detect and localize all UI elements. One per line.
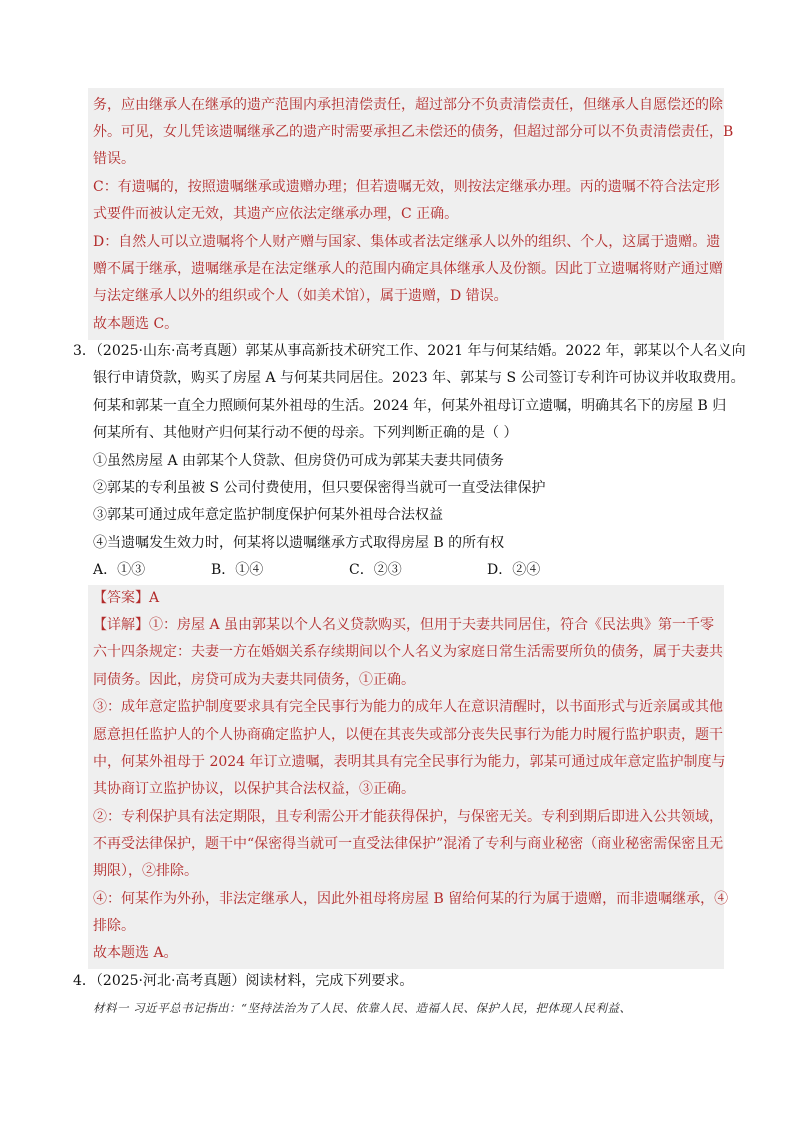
detail-text-line: 愿意担任监护人的个人协商确定监护人，以便在其丧失或部分丧失民事行为能力时履行监护职责，题干 bbox=[93, 727, 723, 743]
option-a: A．①③ bbox=[93, 562, 146, 578]
question-3-stem-line: 何某和郭某一直全力照顾何某外祖母的生活。2024 年，何某外祖母订立遗嘱，明确其名下的房屋 B 归 bbox=[93, 398, 727, 414]
detail-conclusion: 故本题选 A。 bbox=[93, 945, 178, 961]
analysis-text-line: 外。可见，女儿凭该遗嘱继承乙的遗产时需要承担乙未偿还的债务，但超过部分可以不负责清偿责任，B bbox=[93, 124, 734, 140]
analysis-text-line: 与法定继承人以外的组织或个人（如美术馆），属于遗赠，D 错误。 bbox=[93, 288, 508, 304]
detail-text-line: 【详解】①：房屋 A 虽由郭某以个人名义贷款购买，但用于夫妻共同居住，符合《民法典》第一千零 bbox=[93, 617, 715, 633]
statement-2: ②郭某的专利虽被 S 公司付费使用，但只要保密得当就可一直受法律保护 bbox=[93, 480, 546, 496]
analysis-text-line: 错误。 bbox=[93, 151, 135, 167]
analysis-text-line: D：自然人可以立遗嘱将个人财产赠与国家、集体或者法定继承人以外的组织、个人，这属于遗赠。遗 bbox=[93, 234, 721, 250]
analysis-text-line: 赠不属于继承，遗嘱继承是在法定继承人的范围内确定具体继承人及份额。因此丁立遗嘱将财产通过赠 bbox=[93, 261, 723, 277]
question-3-stem-line: 何某所有、其他财产归何某行动不便的母亲。下列判断正确的是（ ） bbox=[93, 425, 518, 441]
question-3-stem-line: 银行申请贷款，购买了房屋 A 与何某共同居住。2023 年、郭某与 S 公司签订专利许可协议并收取费用。 bbox=[93, 370, 745, 386]
detail-text-line: 期限），②排除。 bbox=[93, 863, 198, 879]
detail-text-line: ③：成年意定监护制度要求具有完全民事行为能力的成年人在意识清醒时，以书面形式与近亲属或其他 bbox=[93, 699, 723, 715]
detail-text-line: 同债务。因此，房贷可成为夫妻共同债务，①正确。 bbox=[93, 672, 415, 688]
question-4-material: 材料一 习近平总书记指出：“坚持法治为了人民、依靠人民、造福人民、保护人民，把体现人民利益、 bbox=[93, 1001, 632, 1015]
analysis-conclusion: 故本题选 C。 bbox=[93, 316, 179, 332]
detail-text-line: 排除。 bbox=[93, 918, 135, 934]
analysis-text-line: C：有遗嘱的，按照遗嘱继承或遗赠办理；但若遗嘱无效，则按法定继承办理。丙的遗嘱不符合法定形 bbox=[93, 179, 720, 195]
detail-text-line: 其协商订立监护协议，以保护其合法权益，③正确。 bbox=[93, 781, 415, 797]
question-3-stem-line: 3．（2025·山东·高考真题）郭某从事高新技术研究工作、2021 年与何某结婚。2022 年，郭某以个人名义向 bbox=[73, 343, 746, 359]
answer-label: 【答案】A bbox=[93, 590, 160, 606]
statement-4: ④当遗嘱发生效力时，何某将以遗嘱继承方式取得房屋 B 的所有权 bbox=[93, 535, 505, 551]
statement-1: ①虽然房屋 A 由郭某个人贷款、但房贷仍可成为郭某夫妻共同债务 bbox=[93, 453, 505, 469]
statement-3: ③郭某可通过成年意定监护制度保护何某外祖母合法权益 bbox=[93, 507, 443, 523]
analysis-text-line: 式要件而被认定无效，其遗产应依法定继承办理，C 正确。 bbox=[93, 206, 459, 222]
option-d: D．②④ bbox=[487, 562, 541, 578]
detail-text-line: 中，何某外祖母于 2024 年订立遗嘱，表明其具有完全民事行为能力，郭某可通过成年意定监护制度与 bbox=[93, 754, 726, 770]
detail-text-line: 不再受法律保护，题干中“保密得当就可一直受法律保护”混淆了专利与商业秘密（商业秘密需保密且无 bbox=[93, 836, 724, 852]
option-c: C．②③ bbox=[349, 562, 402, 578]
option-b: B．①④ bbox=[211, 562, 264, 578]
detail-text-line: ②：专利保护具有法定期限，且专利需公开才能获得保护，与保密无关。专利到期后即进入公共领域， bbox=[93, 809, 723, 825]
detail-text-line: 六十四条规定：夫妻一方在婚姻关系存续期间以个人名义为家庭日常生活需要所负的债务，属于夫妻共 bbox=[93, 644, 723, 660]
question-4-stem: 4．（2025·河北·高考真题）阅读材料，完成下列要求。 bbox=[73, 973, 414, 989]
detail-text-line: ④：何某作为外孙，非法定继承人，因此外祖母将房屋 B 留给何某的行为属于遗赠，而非遗嘱继承，④ bbox=[93, 891, 729, 907]
analysis-text-line: 务，应由继承人在继承的遗产范围内承担清偿责任，超过部分不负责清偿责任，但继承人自愿偿还的除 bbox=[93, 97, 723, 113]
